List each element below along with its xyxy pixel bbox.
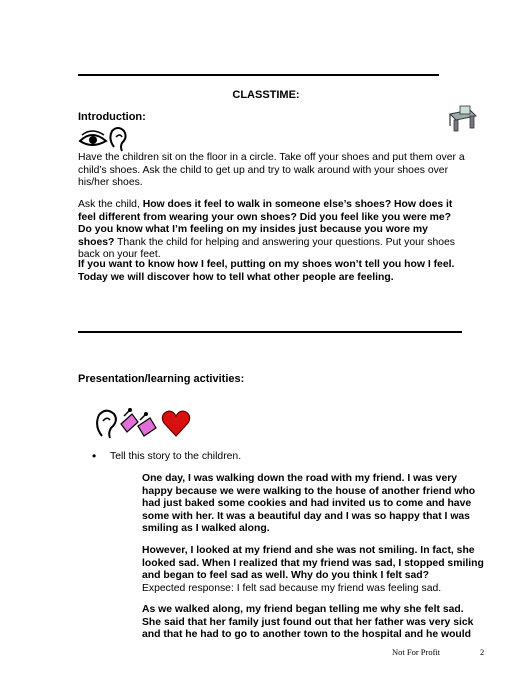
presentation-icons	[94, 406, 194, 440]
story-paragraph-1: One day, I was walking down the road with my friend. I was very happy because we were walking to the house of another friend who had just baked some cookies and had invited us to come and have some with her. It was a beautiful day and I was so happy that I was smiling as I walked along.	[142, 473, 476, 535]
middle-rule	[78, 331, 462, 333]
page-title: CLASSTIME:	[232, 89, 300, 101]
top-rule	[78, 74, 439, 76]
bullet-text: Tell this story to the children.	[110, 451, 242, 462]
page-number: 2	[480, 647, 485, 657]
introduction-heading: Introduction:	[78, 111, 146, 123]
presentation-heading: Presentation/learning activities:	[78, 373, 245, 385]
ear-icon	[97, 411, 116, 438]
story-paragraph-3: As we walked along, my friend began telling me why she felt sad. She said that her family just found out that her father was very sick and that he had to go to another town to the hospital and he would	[142, 604, 474, 641]
intro-paragraph-1: Have the children sit on the floor in a circle. Take off your shoes and put them over a child’s shoes. Ask the child to get up and try to walk around with your shoes over his/her shoes.	[78, 152, 465, 189]
intro-paragraph-3: If you want to know how I feel, putting on my shoes won’t tell you how I feel. Today we will discover how to tell what other people are feeling.	[78, 259, 455, 283]
story-paragraph-2: However, I looked at my friend and she was not smiling. In fact, she looked sad. When I realized that my friend was sad, I stopped smiling and began to feel sad as well. Why do you think I felt sad? Expected response: I felt sad because my friend was feeling sad.	[142, 545, 484, 594]
hands-icon	[121, 408, 156, 436]
footer-text: Not For Profit	[392, 647, 441, 657]
heart-icon	[162, 411, 189, 436]
desk-icon	[446, 104, 478, 134]
ear-icon	[110, 128, 125, 151]
intro-paragraph-2: Ask the child, How does it feel to walk in someone else’s shoes? How does it feel different from wearing your own shoes? Did you feel like you were me? Do you know what I’m feeling on my insides just because you wore my shoes? Thank the child for helping and answering your questions. Put your shoes back on your feet.	[78, 199, 455, 261]
bullet-marker: •	[92, 449, 97, 463]
intro-icons	[78, 125, 130, 153]
eye-icon	[78, 125, 130, 153]
